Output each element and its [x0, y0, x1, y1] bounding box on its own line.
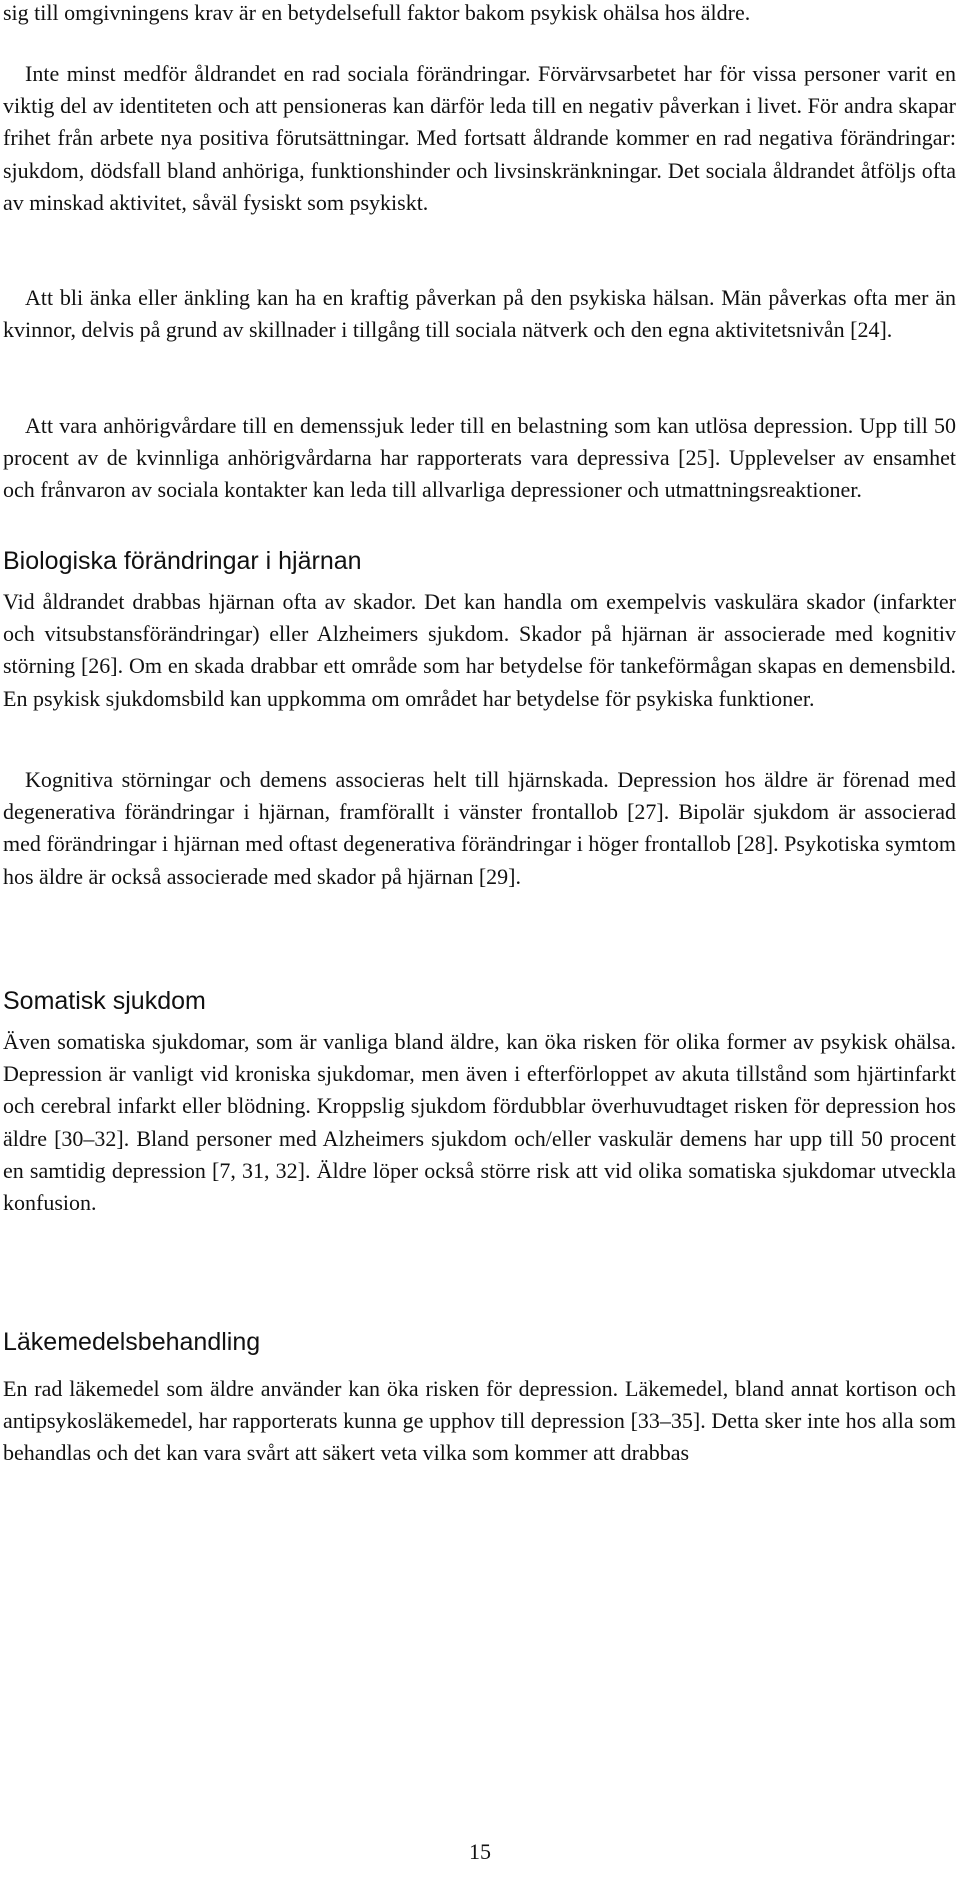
intro-paragraph-2: Inte minst medför åldrandet en rad sociala förändringar. Förvärvsarbetet har för vissa personer varit en viktig del av identiteten och att pensioneras kan därför leda till en negativ påverkan i livet. För andra skapar frihet från arbete nya positiva förutsättningar. Med fortsatt åldrande kommer en rad negativa förändringar: sjukdom, dödsfall bland anhöriga, funktionshinder och livsinskränkningar. Det sociala åldrandet åtföljs ofta av minskad aktivitet, såväl fysiskt som psykiskt.	[3, 61, 956, 215]
biologiska-paragraph-2: Kognitiva störningar och demens associeras helt till hjärnskada. Depression hos äldre är förenad med degenerativa förändringar i hjärnan, framförallt i vänster frontallob [27]. Bipolär sjukdom är associerad med förändringar i hjärnan med oftast degenerativa förändringar i höger frontallob [28]. Psykotiska symtom hos äldre är också associerade med skador på hjärnan [29].	[3, 767, 956, 889]
section-heading-lakemedel: Läkemedelsbehandling	[3, 1328, 261, 1356]
page-number: 15	[469, 1839, 491, 1864]
section-heading-somatisk: Somatisk sjukdom	[3, 987, 206, 1015]
biologiska-paragraph-1: Vid åldrandet drabbas hjärnan ofta av skador. Det kan handla om exempelvis vaskulära skador (infarkter och vitsubstansförändringar) eller Alzheimers sjukdom. Skador på hjärnan är associerade med kognitiv störning [26]. Om en skada drabbar ett område som har betydelse för tankeförmågan skapas en demensbild. En psykisk sjukdomsbild kan uppkomma om området har betydelse för psykiska funktioner.	[3, 589, 956, 711]
somatisk-paragraph-1: Även somatiska sjukdomar, som är vanliga bland äldre, kan öka risken för olika former av psykisk ohälsa. Depression är vanligt vid kroniska sjukdomar, men även i efterförloppet av akuta tillstånd som hjärtinfarkt och cerebral infarkt eller blödning. Kroppslig sjukdom fördubblar överhuvudtaget risken för depression hos äldre [30–32]. Bland personer med Alzheimers sjukdom och/eller vaskulär demens har upp till 50 procent en samtidig depression [7, 31, 32]. Äldre löper också större risk att vid olika somatiska sjukdomar utveckla konfusion.	[3, 1029, 956, 1216]
intro-paragraph-1: sig till omgivningens krav är en betydelsefull faktor bakom psykisk ohälsa hos äldre.	[3, 0, 751, 25]
lakemedel-paragraph-1: En rad läkemedel som äldre använder kan öka risken för depression. Läkemedel, bland annat kortison och antipsykosläkemedel, har rapporterats kunna ge upphov till depression [33–35]. Detta sker inte hos alla som behandlas och det kan vara svårt att säkert veta vilka som kommer att drabbas	[3, 1376, 956, 1466]
intro-paragraph-3: Att bli änka eller änkling kan ha en kraftig påverkan på den psykiska hälsan. Män påverkas ofta mer än kvinnor, delvis på grund av skillnader i tillgång till sociala nätverk och den egna aktivitetsnivån [24].	[3, 285, 956, 343]
intro-paragraph-4: Att vara anhörigvårdare till en demenssjuk leder till en belastning som kan utlösa depression. Upp till 50 procent av de kvinnliga anhörigvårdarna har rapporterats vara depressiva [25]. Upplevelser av ensamhet och frånvaron av sociala kontakter kan leda till allvarliga depressioner och utmattningsreaktioner.	[3, 413, 956, 503]
section-heading-biologiska: Biologiska förändringar i hjärnan	[3, 547, 362, 575]
